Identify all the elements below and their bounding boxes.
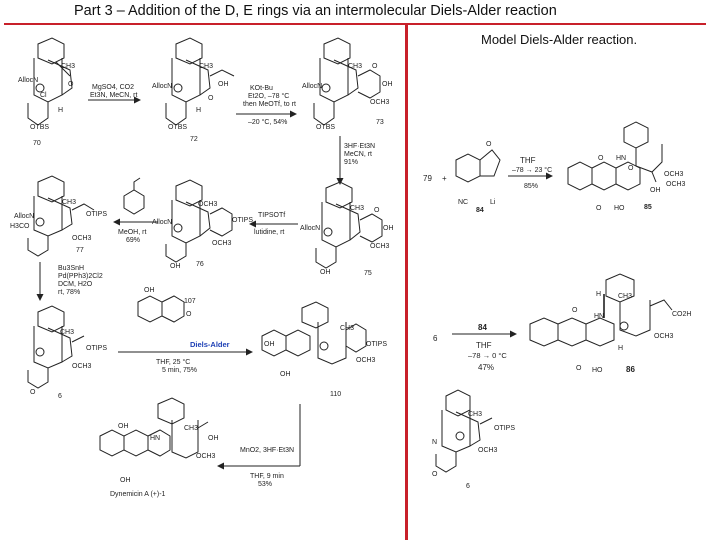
allocn-label-76: AllocN [152,219,173,226]
ho-label-86: HO [592,367,603,374]
structure-110 [262,302,387,398]
reagent-r6c: DCM, H2O [58,281,93,288]
allocn-label-75: AllocN [300,225,321,232]
och3-label-76: OCH3 [198,201,218,208]
compound-number-77: 77 [76,247,84,254]
compound-number-86: 86 [626,365,635,374]
o-label-72: O [208,95,214,102]
ch3-label-6r: CH3 [468,411,483,418]
reagent-model-1a: THF [520,156,536,165]
reagent-r3a: 3HF·Et3N [344,143,376,150]
ho-label-85: HO [614,205,625,212]
structure-dynemicin-a [100,398,219,498]
oh-label-final: OH [118,423,129,430]
h-label-70: H [58,107,64,114]
och3-label-86: OCH3 [654,333,674,340]
slide-title: Part 3 – Addition of the D, E rings via an intermolecular Diels-Alder reaction [74,3,557,19]
cl-label-70: Cl [40,92,47,99]
reagent-model-1b: –78 → 23 °C [512,167,553,174]
o-label-73: O [372,63,378,70]
ch3-label-77: CH3 [62,199,77,206]
otbs-label-73: OTBS [316,124,336,131]
compound-number-76: 76 [196,261,204,268]
allocn-label-70: AllocN [18,77,39,84]
oh-label-76: OH [170,263,181,270]
otips-label-76: OTIPS [232,217,254,224]
structure-6-right [432,390,515,490]
oh-label-85: OH [650,187,661,194]
reagent-r3c: 91% [344,159,359,166]
compound-number-79: 79 [423,174,432,183]
compound-number-75: 75 [364,270,372,277]
o-label-75: O [374,207,380,214]
reagent-diels-alder: Diels-Alder [190,340,230,349]
o-label-70: O [68,81,74,88]
model-section-title: Model Diels-Alder reaction. [481,32,638,47]
ch3-label-110: CH3 [340,325,355,332]
och3-label-110: OCH3 [356,357,376,364]
n-label-6r: N [432,439,438,446]
o-label-84: O [486,141,492,148]
o-label-6r: O [432,471,438,478]
otbs-label-70: OTBS [30,124,50,131]
reagent-r2b: Et2O, –78 °C [248,93,290,100]
structure-73 [302,38,393,131]
co2h-label-86: CO2H [672,311,692,318]
hn-label-85: HN [616,155,627,162]
compound-number-85: 85 [644,204,652,211]
compound-number-6-left: 6 [58,393,62,400]
h-label-86: H [596,291,602,298]
och3-label-final: OCH3 [196,453,216,460]
reagent-model-2a: 84 [478,323,487,332]
o-label-6l: O [30,389,36,396]
reagent-r2d: –20 °C, 54% [248,119,288,126]
reagent-r5a: MeOH, rt [118,229,147,236]
ch3-label-73: CH3 [348,63,363,70]
o2-label-85: O [628,165,634,172]
otips-label-6l: OTIPS [86,345,108,352]
oh-label-72: OH [218,81,229,88]
reagent-model-2c: –78 → 0 °C [468,351,507,360]
reagent-r1b: Et3N, MeCN, rt [90,92,138,99]
compound-number-73: 73 [376,119,384,126]
ch3-label-75: CH3 [350,205,365,212]
och3-label-73: OCH3 [370,99,390,106]
structure-84 [456,141,500,214]
reagent-r6d: rt, 78% [58,289,81,296]
allocn-label-72: AllocN [152,83,173,90]
structure-86 [530,274,691,374]
oh2-label-final: OH [208,435,219,442]
structure-70 [18,38,75,147]
oh-label-110: OH [264,341,275,348]
reagent-r7c: 5 min, 75% [162,367,198,374]
oh-label-73: OH [382,81,393,88]
o-label-86: O [572,307,578,314]
reagent-r2a: KOt-Bu [250,85,273,92]
oh2-label-110: OH [280,371,291,378]
compound-number-107: 107 [184,298,196,305]
structure-72 [152,38,234,143]
och3b-label-85: OCH3 [666,181,686,188]
h2-label-86: H [618,345,624,352]
reagent-r4b: lutidine, rt [254,229,285,236]
reagent-r6b: Pd(PPh3)2Cl2 [58,273,103,280]
reagent-r3b: MeCN, rt [344,151,372,158]
hn-label-86: HN [594,313,605,320]
o2-label-86: O [576,365,582,372]
oh-label-107: OH [144,287,155,294]
reagent-r6a: Bu3SnH [58,265,85,272]
compound-number-6-ref: 6 [433,334,438,343]
compound-number-110: 110 [330,391,342,398]
ch3-label-72: CH3 [199,63,214,70]
ch3-label-6l: CH3 [60,329,75,336]
compound-number-84: 84 [476,207,484,214]
plus-sign: + [442,174,447,183]
oh2-label-75: OH [320,269,331,276]
o-label-107: O [186,311,192,318]
och3b-label-76: OCH3 [212,240,232,247]
structure-75 [300,182,394,277]
och3-label-75: OCH3 [370,243,390,250]
otbs-label-72: OTBS [168,124,188,131]
reagent-model-1c: 85% [524,183,539,190]
h3co-label-77: H3CO [10,223,30,230]
reagent-r2c: then MeOTf, to rt [243,101,296,108]
reagent-r7b: THF, 25 °C [156,359,191,366]
otips-label-6r: OTIPS [494,425,516,432]
structure-85 [568,122,686,212]
ch3-label-final: CH3 [184,425,199,432]
och3-label-77: OCH3 [72,235,92,242]
och3-label-85: OCH3 [664,171,684,178]
o3-label-85: O [596,205,602,212]
reagent-r5b: 69% [126,237,141,244]
och3-label-6r: OCH3 [478,447,498,454]
compound-name-dynemicin: Dynemicin A (+)-1 [110,491,166,498]
li-label-84: Li [490,199,496,206]
allocn-label-77: AllocN [14,213,35,220]
otips-label-77: OTIPS [86,211,108,218]
h-label-72: H [196,107,202,114]
reagent-r4a: TIPSOTf [258,212,286,219]
reagent-model-2d: 47% [478,363,495,372]
reagent-model-2b: THF [476,341,492,350]
otips-label-110: OTIPS [366,341,388,348]
structure-107 [138,287,196,322]
oh3-label-final: OH [120,477,131,484]
compound-number-6-right: 6 [466,483,470,490]
o-label-85: O [598,155,604,162]
reagent-r8c: 53% [258,481,273,488]
structure-6-left [28,306,107,400]
hn-label-final: HN [150,435,161,442]
reagent-r1a: MgSO4, CO2 [92,84,135,91]
structure-77 [10,176,107,256]
nc-label-84: NC [458,199,469,206]
och3-label-6l: OCH3 [72,363,92,370]
allocn-label-73: AllocN [302,83,323,90]
reagent-r8a: MnO2, 3HF·Et3N [240,447,295,454]
structure-76 [152,180,253,270]
oh-label-75: OH [383,225,394,232]
reagent-r8b: THF, 9 min [250,473,284,480]
benzaldehyde-reagent [124,178,144,214]
compound-number-70: 70 [33,140,41,147]
ch3-label-86: CH3 [618,293,633,300]
ch3-label-70: CH3 [61,63,76,70]
compound-number-72: 72 [190,136,198,143]
